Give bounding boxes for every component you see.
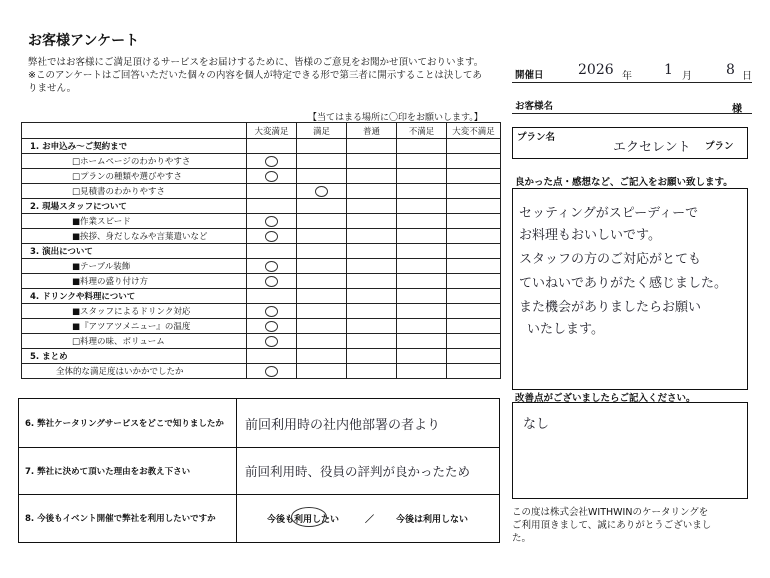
section-row-cell xyxy=(397,199,447,214)
survey-title: お客様アンケート xyxy=(28,33,140,49)
rating-cell[interactable] xyxy=(297,304,347,319)
section-row-cell xyxy=(297,244,347,259)
section-row-cell xyxy=(297,199,347,214)
rating-cell[interactable] xyxy=(447,319,501,334)
event-date-label: 開催日 xyxy=(515,70,544,81)
plan-value-handwritten[interactable]: エクセレント xyxy=(613,140,691,155)
section-row-cell xyxy=(447,244,501,259)
month-unit: 月 xyxy=(682,71,692,82)
rating-cell[interactable] xyxy=(397,229,447,244)
handwritten-circle-mark xyxy=(265,366,278,377)
question-row-7 xyxy=(19,447,499,495)
good-points-line: セッティングがスピーディーで xyxy=(519,206,699,221)
improvements-value-handwritten: なし xyxy=(523,417,550,432)
reuse-options xyxy=(263,494,468,542)
option-reuse-yes[interactable] xyxy=(263,510,343,527)
good-points-line: また機会がありましたらお願い xyxy=(519,300,702,315)
rating-cell[interactable] xyxy=(347,274,397,289)
section-row-cell xyxy=(447,349,501,364)
rating-cell[interactable] xyxy=(397,274,447,289)
rating-cell[interactable] xyxy=(247,259,297,274)
header-neutral: 普通 xyxy=(347,123,397,139)
handwritten-circle-mark xyxy=(265,276,278,287)
day-unit: 日 xyxy=(742,71,752,82)
rating-row xyxy=(22,304,501,319)
good-points-line: いたします。 xyxy=(527,322,604,337)
rating-cell[interactable] xyxy=(347,154,397,169)
section-row-cell xyxy=(397,139,447,154)
handwritten-circle-mark xyxy=(265,336,278,347)
rating-cell[interactable] xyxy=(297,169,347,184)
section-row-cell xyxy=(347,289,397,304)
plan-suffix: プラン xyxy=(705,141,734,152)
rating-row xyxy=(22,259,501,274)
rating-cell[interactable] xyxy=(447,169,501,184)
question-label: 6. 弊社ケータリングサービスをどこで知りましたか xyxy=(19,399,237,447)
rating-cell[interactable] xyxy=(297,184,347,199)
rating-header-row xyxy=(22,123,501,139)
rating-row xyxy=(22,364,501,379)
handwritten-circle-mark xyxy=(265,216,278,227)
section-title: 5. まとめ xyxy=(22,349,247,364)
section-row-cell xyxy=(347,244,397,259)
event-date-underline xyxy=(512,82,752,83)
rating-item-label: ■料理の盛り付け方 xyxy=(22,274,247,289)
rating-cell[interactable] xyxy=(447,304,501,319)
rating-table-body xyxy=(22,139,501,379)
header-blank xyxy=(22,123,247,139)
handwritten-circle-mark xyxy=(265,231,278,242)
good-points-line: スタッフの方のご対応がとても xyxy=(519,252,702,267)
rating-row xyxy=(22,154,501,169)
rating-row xyxy=(22,229,501,244)
rating-row xyxy=(22,319,501,334)
section-row xyxy=(22,199,501,214)
rating-cell[interactable] xyxy=(247,319,297,334)
rating-cell[interactable] xyxy=(347,259,397,274)
rating-cell[interactable] xyxy=(447,259,501,274)
good-points-line: お料理もおいしいです。 xyxy=(519,228,661,243)
rating-cell[interactable] xyxy=(397,304,447,319)
section-row-cell xyxy=(247,139,297,154)
rating-item-label: □プランの種類や選びやすさ xyxy=(22,169,247,184)
intro-text xyxy=(28,56,498,95)
rating-cell[interactable] xyxy=(347,229,397,244)
rating-row xyxy=(22,334,501,349)
section-row xyxy=(22,139,501,154)
rating-cell[interactable] xyxy=(347,319,397,334)
section-row-cell xyxy=(247,289,297,304)
good-points-box[interactable] xyxy=(512,188,748,390)
customer-name-underline xyxy=(512,113,752,114)
section-title: 4. ドリンクや料理について xyxy=(22,289,247,304)
rating-item-label: ■スタッフによるドリンク対応 xyxy=(22,304,247,319)
rating-cell[interactable] xyxy=(397,319,447,334)
rating-item-label: □ホームページのわかりやすさ xyxy=(22,154,247,169)
good-points-line: ていねいでありがたく感じました。 xyxy=(519,276,728,291)
rating-cell[interactable] xyxy=(297,274,347,289)
rating-row xyxy=(22,214,501,229)
rating-cell[interactable] xyxy=(247,214,297,229)
rating-item-label: ■作業スピード xyxy=(22,214,247,229)
year-unit: 年 xyxy=(622,71,632,82)
footer-thanks xyxy=(512,506,752,545)
rating-cell[interactable] xyxy=(447,334,501,349)
rating-cell[interactable] xyxy=(297,214,347,229)
rating-cell[interactable] xyxy=(297,259,347,274)
plan-box xyxy=(512,127,748,159)
question-row-6 xyxy=(19,399,499,448)
improvements-box[interactable] xyxy=(512,402,748,499)
section-row xyxy=(22,244,501,259)
rating-table xyxy=(21,122,501,379)
header-very-dissatisfied: 大変不満足 xyxy=(447,123,501,139)
handwritten-circle-mark xyxy=(265,156,278,167)
section-title: 1. お申込み～ご契約まで xyxy=(22,139,247,154)
rating-cell[interactable] xyxy=(247,274,297,289)
footer-line: ご利用頂きまして、誠にありがとうございまし xyxy=(512,520,712,531)
rating-cell[interactable] xyxy=(347,184,397,199)
question-answer-handwritten[interactable]: 前回利用時の社内他部署の者より xyxy=(245,417,441,433)
rating-cell[interactable] xyxy=(247,169,297,184)
section-row-cell xyxy=(397,244,447,259)
rating-cell[interactable] xyxy=(397,214,447,229)
section-row-cell xyxy=(397,349,447,364)
section-row-cell xyxy=(297,139,347,154)
rating-row xyxy=(22,184,501,199)
section-row-cell xyxy=(447,139,501,154)
rating-cell[interactable] xyxy=(397,154,447,169)
rating-cell[interactable] xyxy=(247,364,297,379)
rating-cell[interactable] xyxy=(347,304,397,319)
rating-item-label: ■テーブル装飾 xyxy=(22,259,247,274)
rating-row xyxy=(22,274,501,289)
rating-cell[interactable] xyxy=(447,229,501,244)
section-row-cell xyxy=(347,199,397,214)
footer-line: た。 xyxy=(512,533,532,544)
section-row-cell xyxy=(247,349,297,364)
event-month[interactable]: 1 xyxy=(664,62,673,78)
question-answer-handwritten[interactable]: 前回利用時、役員の評判が良かったため xyxy=(245,463,471,479)
question-label: 7. 弊社に決めて頂いた理由をお教え下さい xyxy=(19,447,237,494)
rating-cell[interactable] xyxy=(397,169,447,184)
intro-line: 弊社ではお客様にご満足頂けるサービスをお届けするために、皆様のご意見をお聞かせ頂いておりいます。 xyxy=(28,57,484,68)
header-dissatisfied: 不満足 xyxy=(397,123,447,139)
handwritten-circle-mark xyxy=(265,306,278,317)
section-row-cell xyxy=(397,289,447,304)
rating-item-label: □料理の味、ボリューム xyxy=(22,334,247,349)
rating-cell[interactable] xyxy=(397,364,447,379)
customer-name-label: お客様名 xyxy=(515,101,554,112)
rating-item-label: ■挨拶、身だしなみや言葉遣いなど xyxy=(22,229,247,244)
rating-cell[interactable] xyxy=(397,259,447,274)
section-row-cell xyxy=(297,349,347,364)
rating-cell[interactable] xyxy=(247,334,297,349)
footer-line: この度は株式会社WITHWINのケータリングを xyxy=(512,507,709,518)
section-row-cell xyxy=(247,199,297,214)
plan-label: プラン名 xyxy=(517,132,556,143)
handwritten-circle-mark xyxy=(265,171,278,182)
rating-item-label: 全体的な満足度はいかかでしたか xyxy=(22,364,247,379)
header-satisfied: 満足 xyxy=(297,123,347,139)
good-points-label: 良かった点・感想など、ご記入をお願い致します。 xyxy=(515,177,733,188)
option-yes-label: 今後も利用したい xyxy=(267,514,340,525)
rating-cell[interactable] xyxy=(297,229,347,244)
section-row xyxy=(22,349,501,364)
rating-cell[interactable] xyxy=(447,274,501,289)
rating-cell[interactable] xyxy=(247,154,297,169)
rating-cell[interactable] xyxy=(247,229,297,244)
rating-item-label: ■『アツアツメニュー』の温度 xyxy=(22,319,247,334)
section-row-cell xyxy=(297,289,347,304)
rating-cell[interactable] xyxy=(347,214,397,229)
instruction-note: 【当てはまる場所に〇印をお願いします。】 xyxy=(308,113,483,123)
handwritten-circle-mark xyxy=(291,507,327,527)
section-title: 2. 現場スタッフについて xyxy=(22,199,247,214)
handwritten-circle-mark xyxy=(265,321,278,332)
section-title: 3. 演出について xyxy=(22,244,247,259)
rating-cell[interactable] xyxy=(347,169,397,184)
rating-cell[interactable] xyxy=(247,184,297,199)
rating-cell[interactable] xyxy=(347,364,397,379)
section-row xyxy=(22,289,501,304)
handwritten-circle-mark xyxy=(265,261,278,272)
section-row-cell xyxy=(447,199,501,214)
intro-line: りません。 xyxy=(28,83,77,94)
option-reuse-no[interactable]: 今後は利用しない xyxy=(396,514,469,525)
rating-cell[interactable] xyxy=(447,154,501,169)
rating-cell[interactable] xyxy=(347,334,397,349)
option-separator: ／ xyxy=(365,514,375,525)
section-row-cell xyxy=(447,289,501,304)
question-row-8 xyxy=(19,494,499,542)
event-day[interactable]: 8 xyxy=(726,62,735,78)
rating-row xyxy=(22,169,501,184)
event-year[interactable]: 2026 xyxy=(578,62,614,78)
section-row-cell xyxy=(347,139,397,154)
rating-cell[interactable] xyxy=(397,334,447,349)
rating-cell[interactable] xyxy=(297,334,347,349)
header-very-satisfied: 大変満足 xyxy=(247,123,297,139)
intro-line: ※このアンケートはご回答いただいた個々の内容を個人が特定できる形で第三者に開示することは決してあ xyxy=(28,70,482,81)
section-row-cell xyxy=(247,244,297,259)
rating-item-label: □見積書のわかりやすさ xyxy=(22,184,247,199)
rating-cell[interactable] xyxy=(447,214,501,229)
question-label: 8. 今後もイベント開催で弊社を利用したいですか xyxy=(19,494,237,542)
improvements-label: 改善点がございましたらご記入ください。 xyxy=(515,393,696,404)
rating-cell[interactable] xyxy=(447,364,501,379)
rating-cell[interactable] xyxy=(447,184,501,199)
customer-name-suffix: 様 xyxy=(732,104,742,115)
rating-cell[interactable] xyxy=(397,184,447,199)
section-row-cell xyxy=(347,349,397,364)
rating-cell[interactable] xyxy=(297,364,347,379)
handwritten-circle-mark xyxy=(315,186,328,197)
rating-cell[interactable] xyxy=(297,154,347,169)
rating-cell[interactable] xyxy=(247,304,297,319)
questions-box xyxy=(18,398,500,543)
rating-cell[interactable] xyxy=(297,319,347,334)
